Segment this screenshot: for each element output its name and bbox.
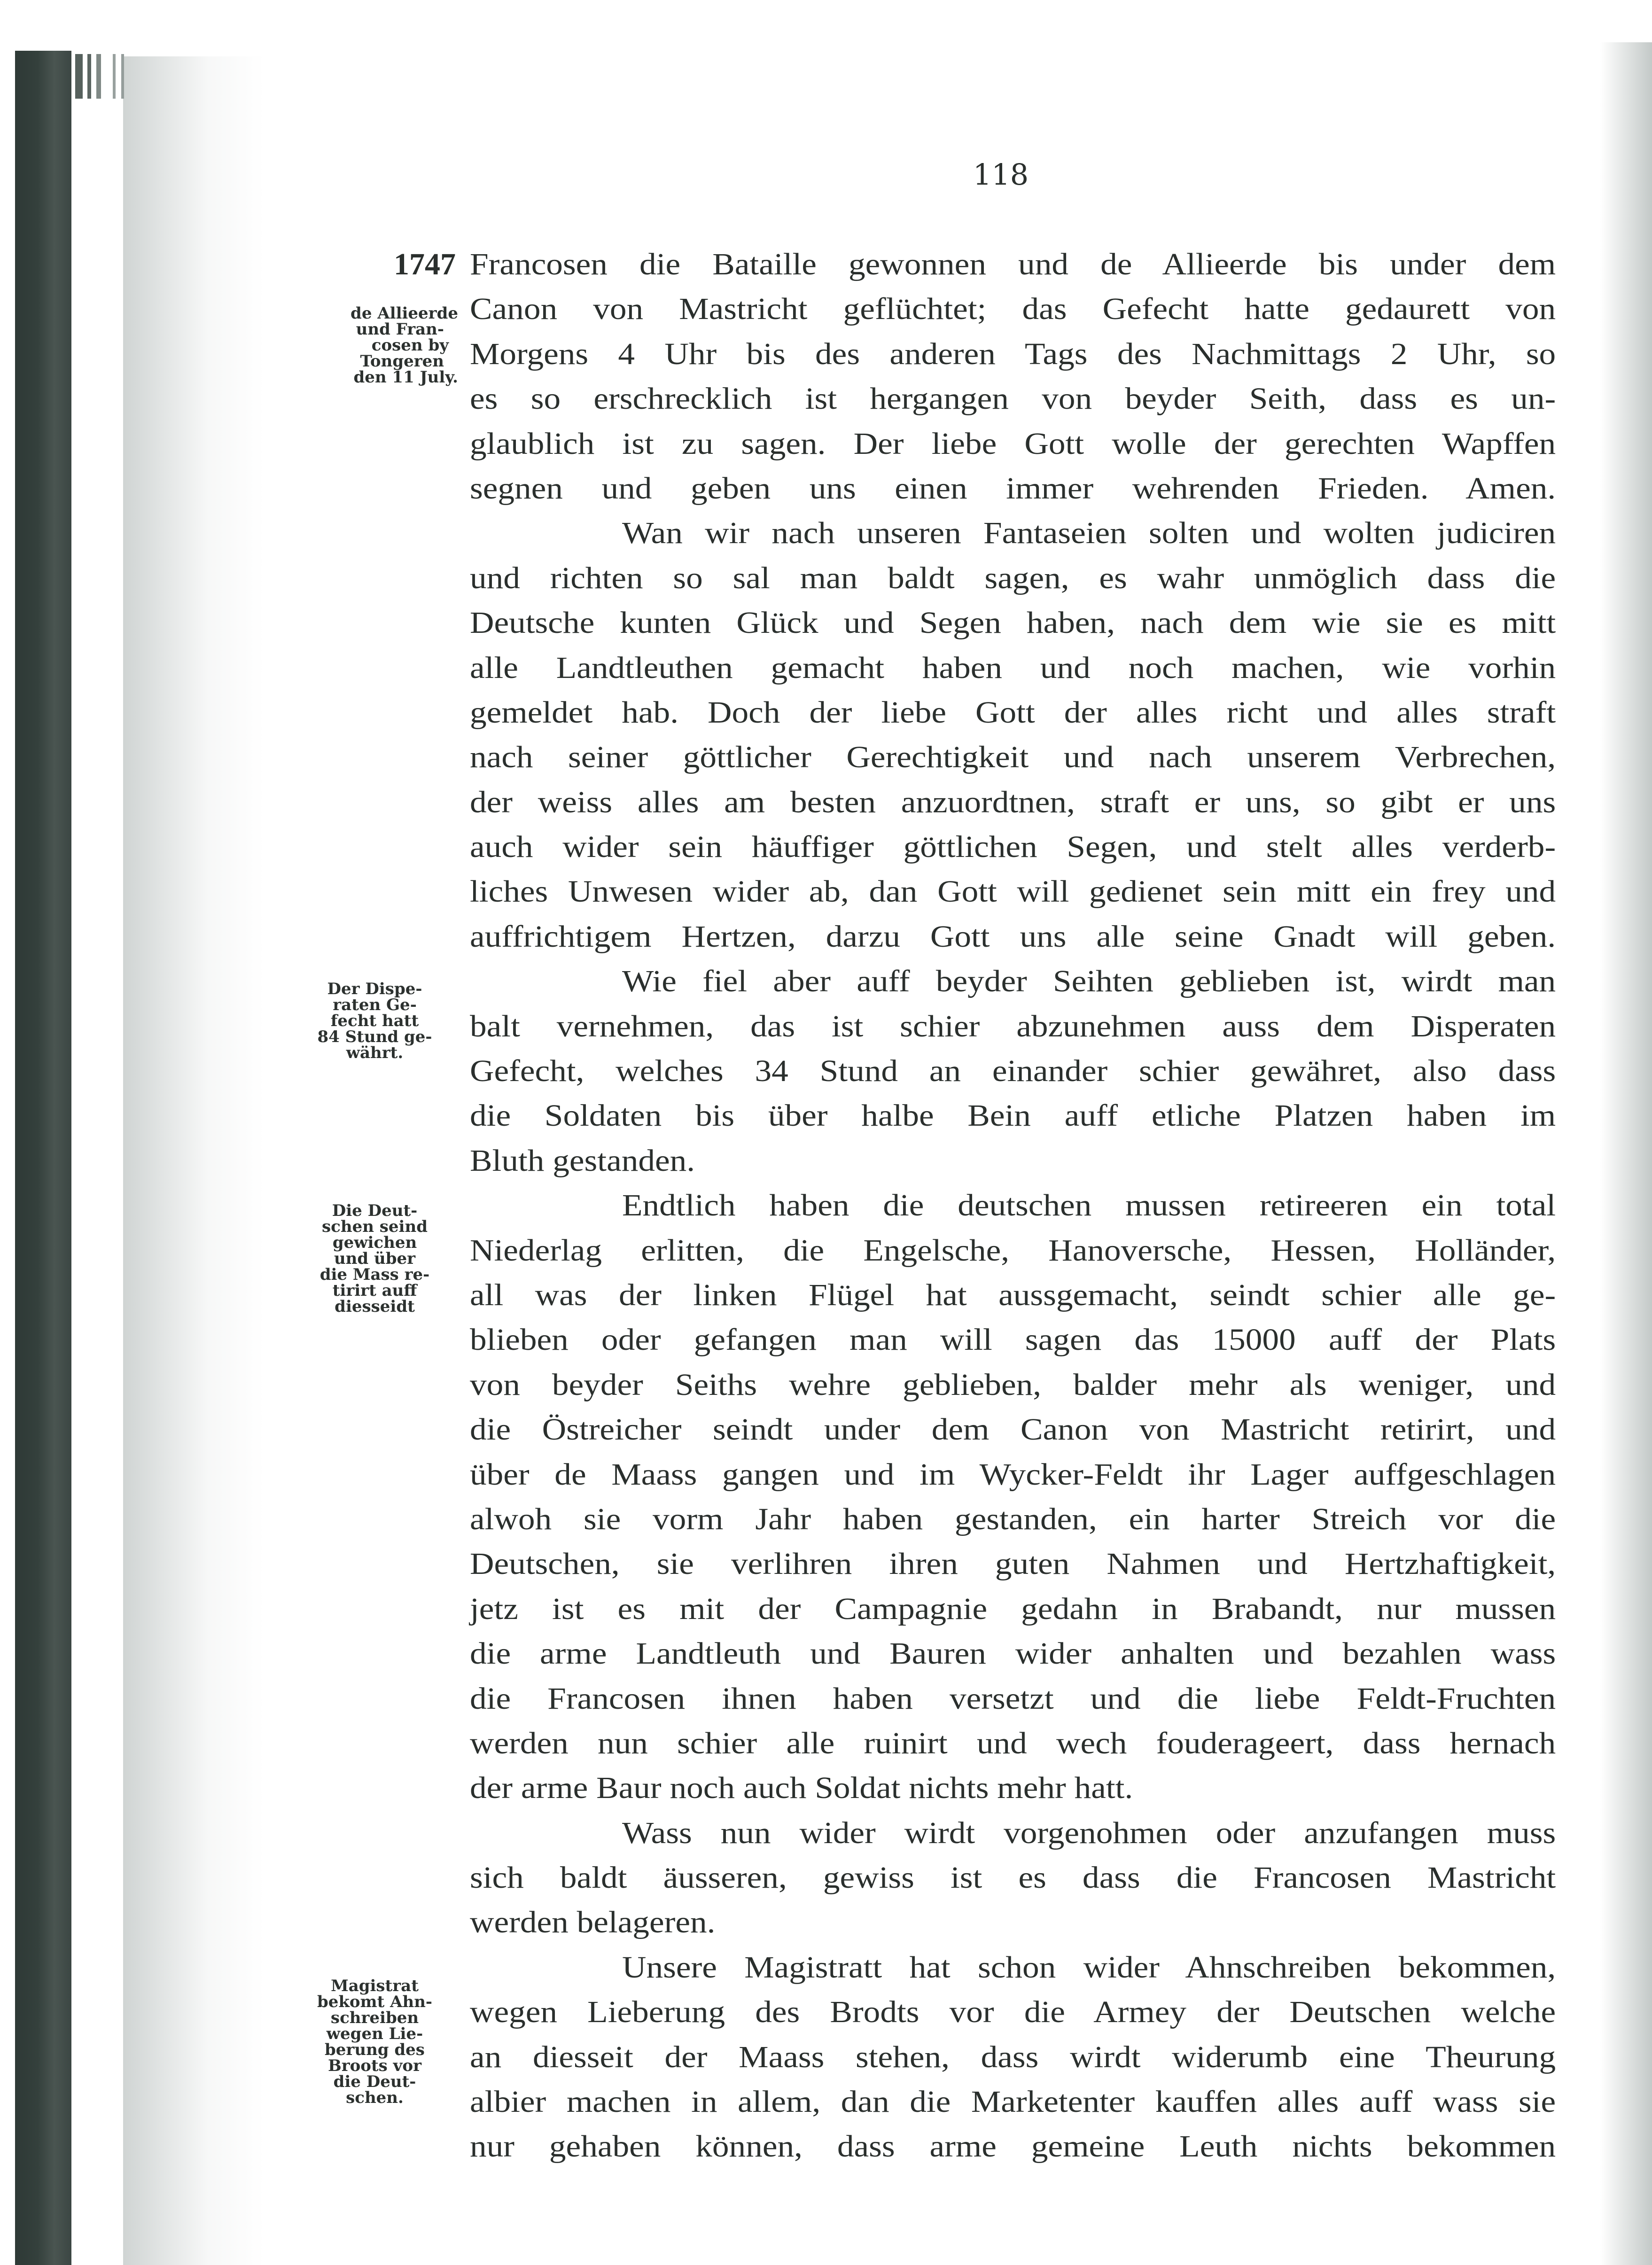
margin-note-line: tirirt auff [332, 1281, 417, 1300]
text-line: über de Maass gangen und im Wycker-Feldt ihr Lager auffgeschlagen [470, 1457, 1556, 1492]
text-line: auffrichtigem Hertzen, darzu Gott uns alle seine Gnadt will geben. [470, 919, 1556, 954]
margin-note-line: Der Dispe- [327, 980, 422, 998]
text-line: Canon von Mastricht geflüchtet; das Gefecht hatte gedaurett von [470, 292, 1556, 327]
margin-note-magistrate [291, 1978, 458, 2106]
text-line: glaublich ist zu sagen. Der liebe Gott wolle der gerechten Wapffen [470, 426, 1556, 461]
text-line: Wass nun wider wirdt vorgenohmen oder anzufangen muss [622, 1815, 1556, 1850]
body-text [470, 242, 1556, 2169]
margin-note-line: schreiben [330, 2008, 419, 2027]
text-line: Unsere Magistratt hat schon wider Ahnschreiben bekommen, [622, 1950, 1556, 1985]
text-line: Gefecht, welches 34 Stund an einander schier gewähret, also dass [470, 1054, 1556, 1089]
margin-note-line: berung des [325, 2040, 425, 2059]
margin-note-line: Broots vor [327, 2056, 422, 2075]
text-line: von beyder Seiths wehre geblieben, balder mehr als weniger, und [470, 1367, 1556, 1402]
margin-note-line: cosen by [371, 336, 449, 355]
text-line: segnen und geben uns einen immer wehrenden Frieden. Amen. [470, 471, 1556, 506]
text-line: nur gehaben können, dass arme gemeine Leuth nichts bekommen [470, 2129, 1556, 2164]
margin-note-battle [291, 305, 458, 385]
text-line: nach seiner göttlicher Gerechtigkeit und nach unserem Verbrechen, [470, 740, 1556, 775]
page-edge-shadow [1600, 42, 1652, 2265]
text-line: der weiss alles am besten anzuordtnen, straft er uns, so gibt er uns [470, 785, 1556, 819]
margin-note-germans-retreat [291, 1203, 458, 1315]
text-line: an diesseit der Maass stehen, dass wirdt widerumb eine Theurung [470, 2039, 1556, 2074]
margin-note-line: den 11 July. [353, 368, 458, 387]
text-line: alwoh sie vorm Jahr haben gestanden, ein harter Streich vor die [470, 1502, 1556, 1536]
text-line: sich baldt äusseren, gewiss ist es dass die Francosen Mastricht [470, 1860, 1556, 1895]
text-line: und richten so sal man baldt sagen, es wahr unmöglich dass die [470, 560, 1556, 595]
margin-note-desperate-battle [291, 981, 458, 1061]
margin-note-line: 84 Stund ge- [317, 1027, 432, 1046]
binding-line [96, 54, 101, 99]
text-line: Wie fiel aber auff beyder Seihten geblieben ist, wirdt man [622, 964, 1556, 999]
margin-note-line: und über [334, 1249, 416, 1268]
text-line: gemeldet hab. Doch der liebe Gott der alles richt und alles straft [470, 695, 1556, 730]
margin-note-line: die Mass re- [319, 1265, 430, 1284]
text-line: alle Landtleuthen gemacht haben und noch machen, wie vorhin [470, 650, 1556, 685]
book-binding-shadow [0, 0, 263, 2265]
binding-dark-strip [15, 51, 71, 2265]
binding-line [87, 54, 91, 99]
text-line: wegen Lieberung des Brodts vor die Armey der Deutschen welche [470, 1995, 1556, 2030]
text-line: all was der linken Flügel hat aussgemacht, seindt schier alle ge- [470, 1277, 1556, 1312]
binding-line [113, 54, 116, 99]
text-line: blieben oder gefangen man will sagen das 15000 auff der Plats [470, 1323, 1556, 1357]
text-line: die Soldaten bis über halbe Bein auff etliche Platzen haben im [470, 1098, 1556, 1133]
text-line: der arme Baur noch auch Soldat nichts mehr hatt. [470, 1771, 1133, 1806]
margin-note-line: bekomt Ahn- [317, 1993, 433, 2011]
text-line: albier machen in allem, dan die Marketenter kauffen alles auff wass sie [470, 2085, 1556, 2119]
text-line: auch wider sein häuffiger göttlichen Segen, und stelt alles verderb- [470, 830, 1556, 864]
text-line: die Östreicher seindt under dem Canon von Mastricht retirirt, und [470, 1412, 1556, 1447]
binding-haze [123, 56, 264, 2265]
year-marker: 1747 [394, 247, 456, 281]
text-line: Deutsche kunten Glück und Segen haben, nach dem wie sie es mitt [470, 606, 1556, 640]
text-line: liches Unwesen wider ab, dan Gott will gedienet sein mitt ein frey und [470, 874, 1556, 909]
binding-line [121, 54, 124, 99]
margin-note-line: raten Ge- [333, 996, 417, 1014]
margin-note-line: die Deut- [333, 2072, 416, 2091]
margin-note-line: gewichen [332, 1233, 417, 1252]
margin-note-line: Die Deut- [332, 1201, 418, 1220]
binding-line [75, 54, 83, 99]
text-line: Bluth gestanden. [470, 1143, 695, 1178]
text-line: die arme Landtleuth und Bauren wider anhalten und bezahlen wass [470, 1636, 1556, 1671]
margin-note-line: diesseidt [335, 1297, 415, 1316]
text-line: Morgens 4 Uhr bis des anderen Tags des Nachmittags 2 Uhr, so [470, 336, 1556, 371]
text-line: werden nun schier alle ruinirt und wech fouderageert, dass hernach [470, 1726, 1556, 1760]
text-line: Wan wir nach unseren Fantaseien solten und wolten judiciren [622, 516, 1556, 551]
text-line: es so erschrecklich ist hergangen von beyder Seith, dass es un- [470, 381, 1556, 416]
margin-note-line: fecht hatt [330, 1012, 419, 1030]
margin-note-line: währt. [346, 1043, 404, 1062]
margin-note-line: Tongeren [360, 352, 444, 371]
margin-note-line: und Fran- [356, 320, 444, 339]
text-line: balt vernehmen, das ist schier abzunehmen auss dem Disperaten [470, 1009, 1556, 1043]
margin-note-line: Magistrat [331, 1977, 419, 1995]
margin-note-line: wegen Lie- [326, 2024, 423, 2043]
text-line: Deutschen, sie verlihren ihren guten Nahmen und Hertzhaftigkeit, [470, 1547, 1556, 1581]
page-number: 118 [973, 157, 1029, 192]
text-line: Francosen die Bataille gewonnen und de Allieerde bis under dem [470, 247, 1556, 281]
text-line: jetz ist es mit der Campagnie gedahn in Brabandt, nur mussen [470, 1591, 1556, 1626]
text-line: werden belageren. [470, 1905, 716, 1940]
text-line: Endtlich haben die deutschen mussen retireeren ein total [622, 1188, 1556, 1223]
margin-note-line: schen seind [322, 1217, 428, 1236]
margin-note-line: schen. [346, 2088, 404, 2107]
margin-note-line: de Allieerde [351, 304, 458, 323]
text-line: Niederlag erlitten, die Engelsche, Hanoversche, Hessen, Holländer, [470, 1233, 1556, 1268]
text-line: die Francosen ihnen haben versetzt und die liebe Feldt-Fruchten [470, 1681, 1556, 1716]
